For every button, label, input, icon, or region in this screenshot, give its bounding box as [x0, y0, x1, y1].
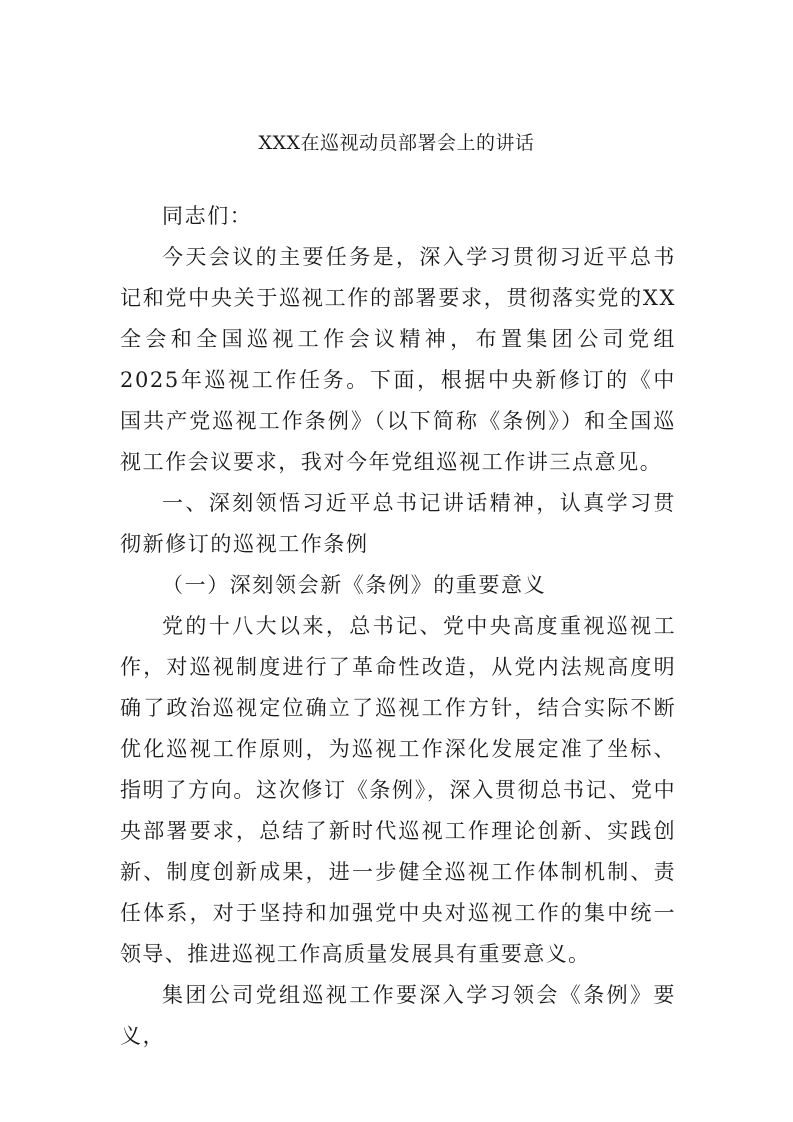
intro-paragraph: 今天会议的主要任务是，深入学习贯彻习近平总书记和党中央关于巡视工作的部署要求，贯彻落实党的XX全会和全国巡视工作会议精神，布置集团公司党组2025年巡视工作任务。下面，根据中央新修订的《中国共产党巡视工作条例》（以下简称《条例》）和全国巡视工作会议要求，我对今年党组巡视工作讲三点意见。	[120, 245, 676, 474]
section-heading-1: 一、深刻领悟习近平总书记讲话精神，认真学习贯彻新修订的巡视工作条例	[120, 491, 676, 556]
document-body	[120, 196, 676, 1057]
document-title: XXX在巡视动员部署会上的讲话	[258, 132, 535, 154]
body-paragraph-continuation: 集团公司党组巡视工作要深入学习领会《条例》要义，	[120, 983, 676, 1048]
body-paragraph-significance: 党的十八大以来，总书记、党中央高度重视巡视工作，对巡视制度进行了革命性改造，从党内法规高度明确了政治巡视定位确立了巡视工作方针，结合实际不断优化巡视工作原则，为巡视工作深化发展定准了坐标、指明了方向。这次修订《条例》，深入贯彻总书记、党中央部署要求，总结了新时代巡视工作理论创新、实践创新、制度创新成果，进一步健全巡视工作体制机制、责任体系，对于坚持和加强党中央对巡视工作的集中统一领导、推进巡视工作高质量发展具有重要意义。	[120, 614, 676, 966]
subsection-heading-1: （一）深刻领会新《条例》的重要意义	[162, 573, 547, 597]
salutation-paragraph: 同志们：	[162, 204, 253, 228]
